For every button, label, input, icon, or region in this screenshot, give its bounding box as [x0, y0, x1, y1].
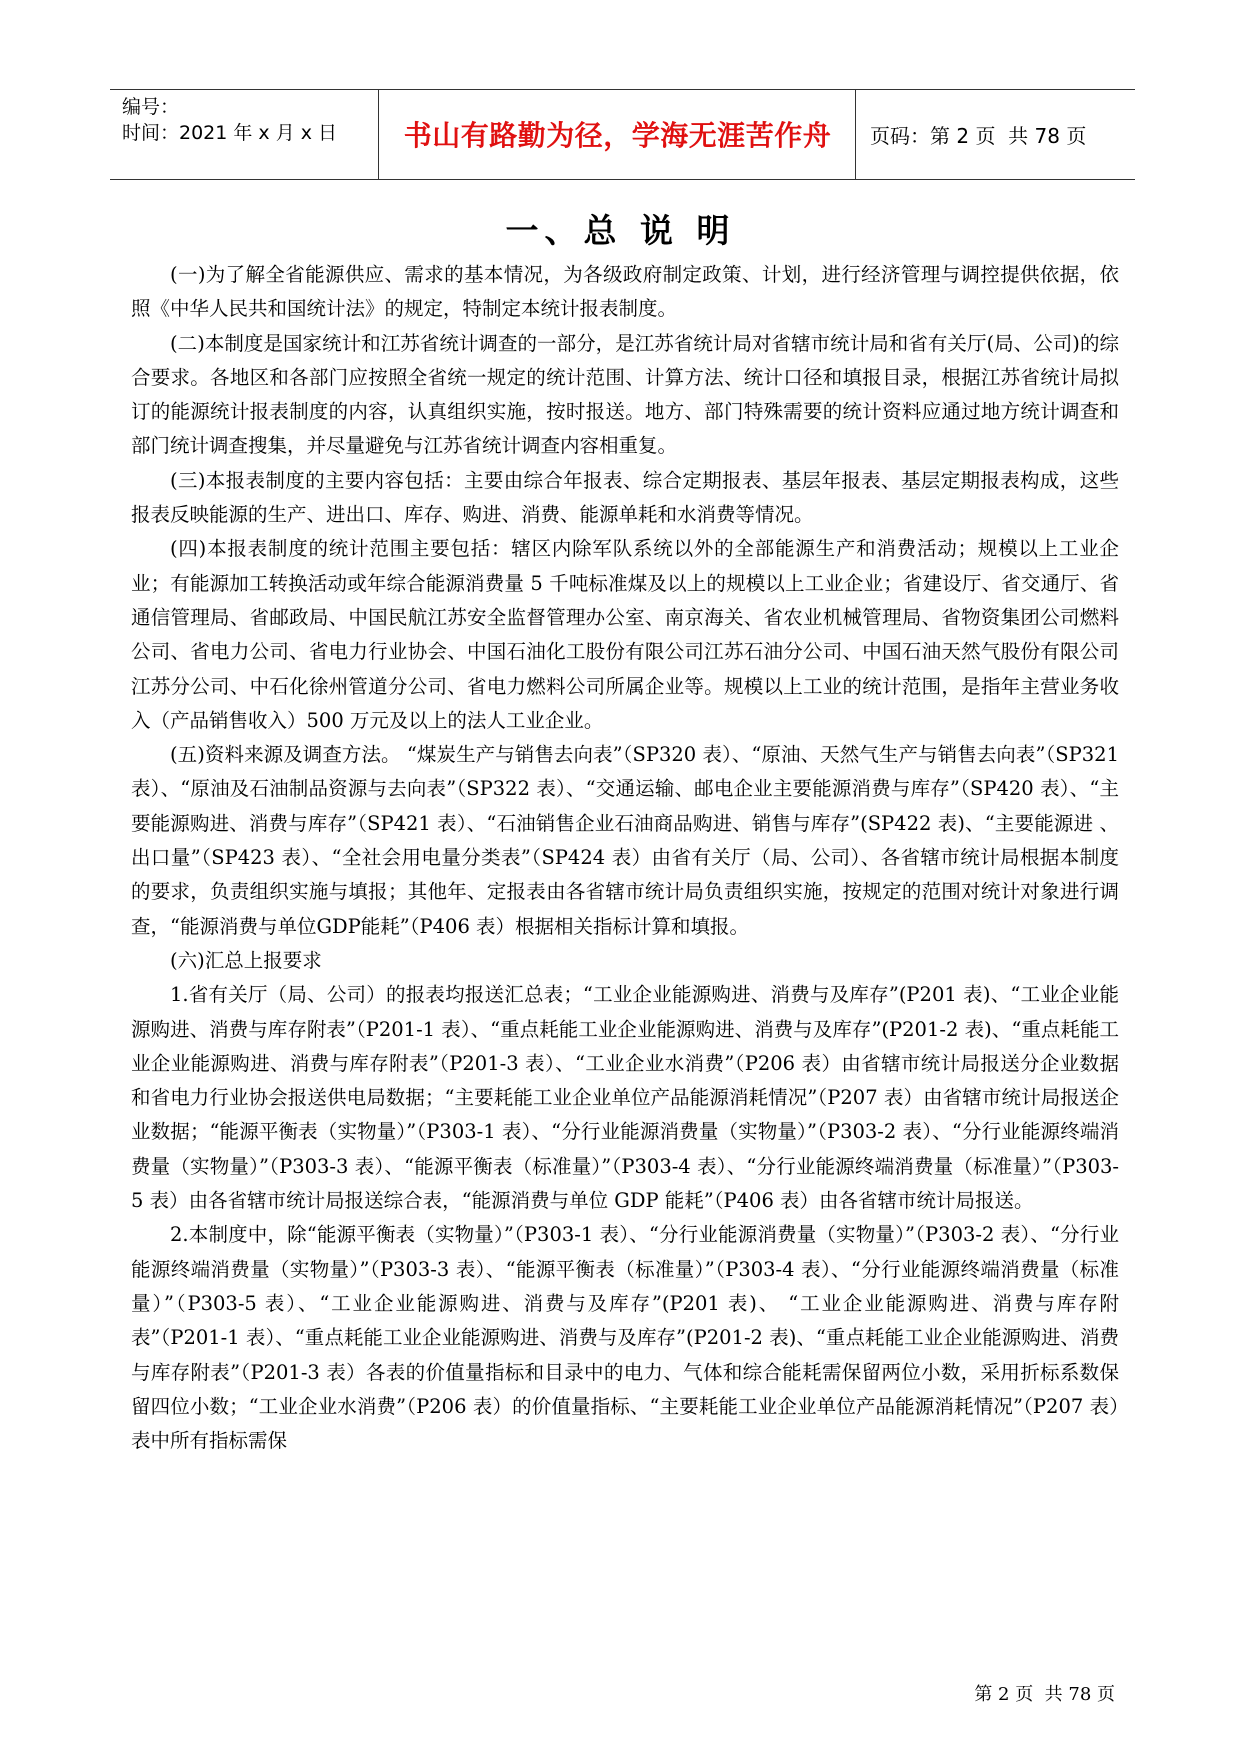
document-header [110, 89, 1135, 180]
paragraph-6: (六)汇总上报要求 [170, 948, 322, 972]
paragraph-4: (四)本报表制度的统计范围主要包括：辖区内除军队系统以外的全部能源生产和消费活动；规模以上工业企业；有能源加工转换活动或年综合能源消费量 5 千吨标准煤及以上的规模以上工业企业；省建设厅、省交通厅、省通信管理局、省邮政局、中国民航江苏安全监督管理办公室、南京海关、省农业机械管理局、省物资集团公司燃料公司、省电力公司、省电力行业协会、中国石油化工股份有限公司江苏石油分公司、中国石油天然气股份有限公司江苏分公司、中石化徐州管道分公司、省电力燃料公司所属企业等。规模以上工业的统计范围，是指年主营业务收入（产品销售收入）500 万元及以上的法人工业企业。 [131, 537, 1119, 732]
paragraph-8: 2.本制度中，除“能源平衡表（实物量）”（P303-1 表）、“分行业能源消费量（实物量）”（P303-2 表）、“分行业能源终端消费量（实物量）”（P303-3 表）、“能源平衡表（标准量）”（P303-4 表）、“分行业能源终端消费量（标准量）”（P303-5 表）、“工业企业能源购进、消费与及库存”(P201 表)、 “工业企业能源购进、消费与库存附表”（P201-1 表）、“重点耗能工业企业能源购进、消费与及库存”(P201-2 表)、“重点耗能工业企业能源购进、消费与库存附表”（P201-3 表）各表的价值量指标和目录中的电力、气体和综合能耗需保留两位小数，采用折标系数保留四位小数；“工业企业水消费”（P206 表）的价值量指标、“主要耗能工业企业单位产品能源消耗情况”（P207 表）表中所有指标需保 [131, 1223, 1119, 1453]
header-page-info [870, 90, 1086, 178]
header-divider [855, 90, 856, 179]
date-label: 时间：2021 年 x 月 x 日 [122, 122, 338, 144]
header-motto: 书山有路勤为径，学海无涯苦作舟 [403, 119, 832, 152]
paragraph-7: 1.省有关厅（局、公司）的报表均报送汇总表；“工业企业能源购进、消费与及库存”(P201 表)、“工业企业能源购进、消费与库存附表”（P201-1 表）、“重点耗能工业企业能源购进、消费与及库存”(P201-2 表)、“重点耗能工业企业能源购进、消费与库存附表”（P201-3 表）、“工业企业水消费”（P206 表）由省辖市统计局报送分企业数据和省电力行业协会报送供电局数据；“主要耗能工业企业单位产品能源消耗情况”（P207 表）由省辖市统计局报送企业数据；“能源平衡表（实物量）”（P303-1 表）、“分行业能源消费量（实物量）”（P303-2 表）、“分行业能源终端消费量（实物量）”（P303-3 表）、“能源平衡表（标准量）”（P303-4 表）、“分行业能源终端消费量（标准量）”（P303-5 表）由各省辖市统计局报送综合表，“能源消费与单位 GDP 能耗”（P406 表）由各省辖市统计局报送。 [131, 983, 1119, 1213]
paragraph-3: (三)本报表制度的主要内容包括：主要由综合年报表、综合定期报表、基层年报表、基层定期报表构成，这些报表反映能源的生产、进出口、库存、购进、消费、能源单耗和水消费等情况。 [131, 468, 1119, 527]
header-divider [378, 90, 379, 179]
document-title: 一、总 说 明 [505, 211, 736, 250]
paragraph-2: (二)本制度是国家统计和江苏省统计调查的一部分，是江苏省统计局对省辖市统计局和省有关厅(局、公司)的综合要求。各地区和各部门应按照全省统一规定的统计范围、计算方法、统计口径和填报目录，根据江苏省统计局拟订的能源统计报表制度的内容，认真组织实施，按时报送。地方、部门特殊需要的统计资料应通过地方统计调查和部门统计调查搜集，并尽量避免与江苏省统计调查内容相重复。 [131, 331, 1119, 458]
header-meta [122, 94, 372, 146]
document-body [131, 258, 1119, 1458]
paragraph-5: (五)资料来源及调查方法。 “煤炭生产与销售去向表”（SP320 表）、“原油、天然气生产与销售去向表”（SP321 表）、“原油及石油制品资源与去向表”（SP322 表）、“交通运输、邮电企业主要能源消费与库存”（SP420 表）、“主要能源购进、消费与库存”（SP421 表）、“石油销售企业石油商品购进、销售与库存”(SP422 表)、“主要能源进 、出口量”（SP423 表）、“全社会用电量分类表”（SP424 表）由省有关厅（局、公司）、各省辖市统计局根据本制度的要求，负责组织实施与填报；其他年、定报表由各省辖市统计局负责组织实施，按规定的范围对统计对象进行调查，“能源消费与单位GDP能耗”（P406 表）根据相关指标计算和填报。 [131, 743, 1119, 938]
paragraph-1: (一)为了解全省能源供应、需求的基本情况，为各级政府制定政策、计划，进行经济管理与调控提供依据，依照《中华人民共和国统计法》的规定，特制定本统计报表制度。 [131, 263, 1119, 321]
footer-page-number: 第 2 页 共 78 页 [974, 1684, 1115, 1705]
header-page-text: 页码：第 2 页 共 78 页 [870, 123, 1087, 148]
serial-number-label: 编号： [122, 96, 180, 118]
